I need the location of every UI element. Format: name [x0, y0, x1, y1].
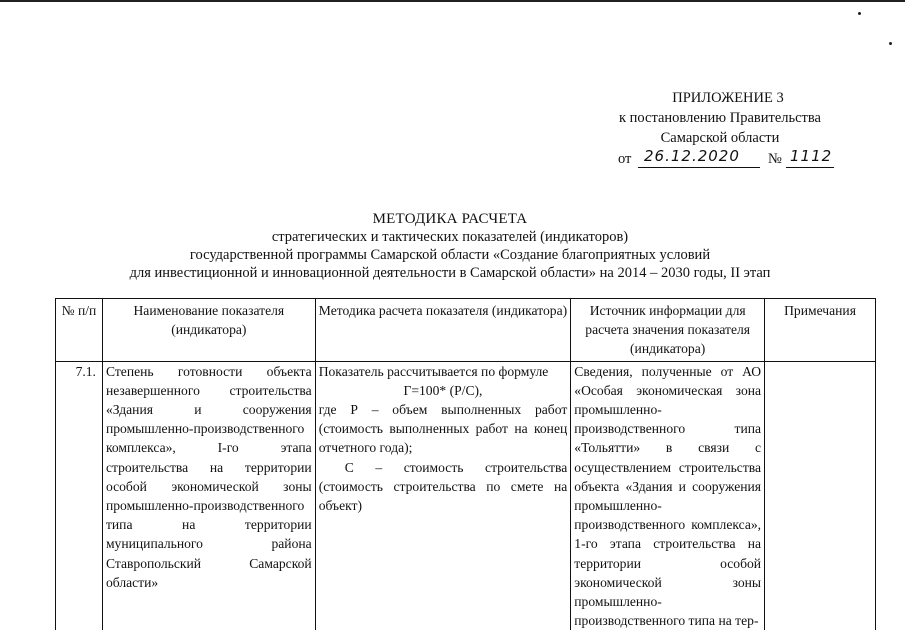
scan-speck [889, 42, 892, 45]
annex-line: к постановлению Правительства [619, 110, 821, 126]
method-intro: Показатель рассчитывается по формуле [318, 363, 549, 379]
col-header-number: № п/п [56, 299, 103, 362]
table-row [56, 361, 876, 630]
col-header-notes: Примечания [765, 299, 876, 362]
cell-method [315, 361, 571, 630]
date-prefix: от [618, 151, 632, 167]
method-c-definition: С – стоимость строительства (стоимость строительства по смете на объект) [318, 459, 568, 514]
heading-line: государственной программы Самарской области «Создание благоприятных условий [189, 247, 711, 263]
col-header-method: Методика расчета показателя (индикатора) [315, 299, 571, 362]
annex-date-row [600, 148, 840, 170]
scan-top-edge [0, 0, 905, 2]
document-heading [60, 210, 840, 282]
table-header-row [56, 299, 876, 362]
heading-line: стратегических и тактических показателей (индикаторов) [271, 229, 629, 245]
indicator-table [55, 298, 876, 630]
cell-name: Степень готовности объекта незавершенного строительства «Здания и сооружения промышленно-производственного комплекса», I-го этапа строительства на территории особой экономической зоны промышленно-производственного типа на территории муниципального района Ставропольский Самарской области» [102, 361, 315, 630]
col-header-source: Источник информации для расчета значения показателя (индикатора) [571, 299, 765, 362]
number-prefix: № [768, 151, 782, 167]
handwritten-number: 1112 [790, 147, 833, 165]
annex-title: ПРИЛОЖЕНИЕ 3 [672, 90, 784, 106]
cell-source: Сведения, полученные от АО «Особая экономическая зона промышленно-производственного типа «Тольятти» в связи с осуществлением строительства объекта «Здания и сооружения промышленно-производственного комплекса», 1-го этапа строительства на территории особой экономической зоны промышленно-производственного типа на тер- [571, 361, 765, 630]
method-p-definition: где Р – объем выполненных работ (стоимость выполненных работ на конец отчетного года); [318, 402, 568, 456]
annex-block [600, 88, 840, 170]
heading-line: для инвестиционной и инновационной деятельности в Самарской области» на 2014 – 2030 годы, II этап [129, 265, 771, 281]
handwritten-date: 26.12.2020 [644, 147, 740, 165]
scan-speck [858, 12, 861, 15]
annex-line: Самарской области [660, 130, 780, 146]
cell-notes [765, 361, 876, 630]
date-underline [638, 167, 760, 168]
col-header-name: Наименование показателя (индикатора) [102, 299, 315, 362]
method-formula: Г=100* (Р/С), [403, 382, 483, 398]
number-underline [786, 167, 834, 168]
cell-number: 7.1. [56, 361, 103, 630]
heading-title: МЕТОДИКА РАСЧЕТА [372, 211, 528, 227]
